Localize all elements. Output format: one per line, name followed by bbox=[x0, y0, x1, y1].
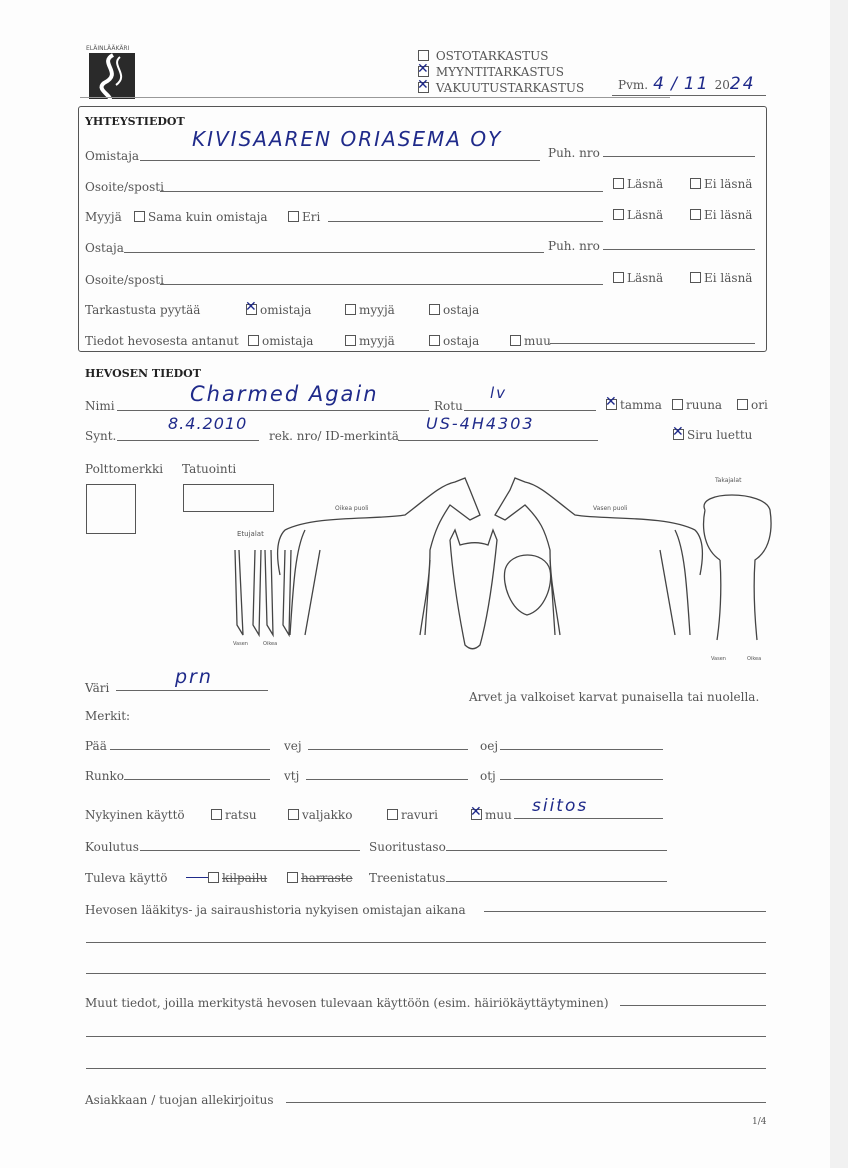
brand-label: Polttomerkki bbox=[85, 462, 164, 476]
tattoo-label: Tatuointi bbox=[182, 462, 237, 476]
owner-present-checkbox[interactable] bbox=[613, 178, 624, 189]
requested-by-owner[interactable] bbox=[246, 303, 311, 317]
brand-box[interactable] bbox=[86, 484, 136, 534]
future-competition-checkbox[interactable] bbox=[208, 872, 219, 883]
use-trotter-label: ravuri bbox=[401, 808, 438, 822]
use-other-label: muu bbox=[485, 808, 512, 822]
info-by-other[interactable] bbox=[510, 334, 551, 348]
inspection-purchase[interactable] bbox=[418, 49, 548, 63]
use-riding-checkbox[interactable] bbox=[211, 809, 222, 820]
training-label: Koulutus bbox=[85, 840, 139, 854]
left-side-label: Vasen puoli bbox=[593, 505, 628, 512]
current-use-label: Nykyinen käyttö bbox=[85, 808, 185, 822]
requested-by-buyer[interactable] bbox=[429, 303, 479, 317]
right-side-label: Oikea puoli bbox=[335, 505, 369, 512]
horse-breed-label: Rotu bbox=[434, 399, 463, 413]
logo-text-top: ELÄINLÄÄKÄRI bbox=[86, 45, 130, 52]
marking-vtj-label: vtj bbox=[284, 769, 300, 783]
requested-by-label: Tarkastusta pyytää bbox=[85, 303, 201, 317]
markings-label: Merkit: bbox=[85, 709, 131, 723]
buyer-absent-label: Ei läsnä bbox=[704, 271, 753, 285]
use-trotter[interactable] bbox=[387, 808, 438, 822]
buyer-absent[interactable] bbox=[690, 271, 752, 285]
horse-born-label: Synt. bbox=[85, 429, 117, 443]
sex-stallion-checkbox[interactable] bbox=[737, 399, 748, 410]
logo-mark-icon bbox=[80, 45, 140, 101]
horse-heading: HEVOSEN TIEDOT bbox=[85, 367, 201, 380]
requested-by-owner-checkbox[interactable] bbox=[246, 304, 257, 315]
color-value[interactable]: prn bbox=[175, 666, 213, 688]
buyer-present[interactable] bbox=[613, 271, 663, 285]
buyer-phone-label: Puh. nro bbox=[548, 239, 600, 253]
inspection-purchase-label: OSTOTARKASTUS bbox=[435, 49, 549, 63]
info-by-other-label: muu bbox=[524, 334, 551, 348]
inspection-insurance[interactable] bbox=[418, 81, 584, 95]
use-other-checkbox[interactable] bbox=[471, 809, 482, 820]
owner-absent-label: Ei läsnä bbox=[704, 177, 753, 191]
owner-absent[interactable] bbox=[690, 177, 752, 191]
horse-born-value[interactable]: 8.4.2010 bbox=[168, 414, 248, 433]
owner-present-label: Läsnä bbox=[627, 177, 664, 191]
info-by-buyer[interactable] bbox=[429, 334, 479, 348]
buyer-label: Ostaja bbox=[85, 241, 124, 255]
sex-gelding-label: ruuna bbox=[686, 398, 723, 412]
sex-mare-label: tamma bbox=[620, 398, 662, 412]
seller-other[interactable] bbox=[288, 210, 320, 224]
inspection-sale-label: MYYNTITARKASTUS bbox=[435, 65, 564, 79]
seller-absent-checkbox[interactable] bbox=[690, 209, 701, 220]
info-by-seller[interactable] bbox=[345, 334, 395, 348]
sex-stallion-label: ori bbox=[751, 398, 768, 412]
buyer-present-label: Läsnä bbox=[627, 271, 664, 285]
use-driving-label: valjakko bbox=[302, 808, 353, 822]
sex-gelding[interactable] bbox=[672, 398, 722, 412]
owner-address-label: Osoite/sposti bbox=[85, 180, 164, 194]
date-separator: / bbox=[671, 74, 679, 94]
chip-read[interactable] bbox=[673, 428, 752, 442]
info-by-buyer-label: ostaja bbox=[443, 334, 480, 348]
hind-left-label: Vasen bbox=[711, 656, 726, 662]
front-legs-label: Etujalat bbox=[237, 530, 264, 538]
seller-present[interactable] bbox=[613, 208, 663, 222]
horse-name-value[interactable]: Charmed Again bbox=[190, 382, 379, 406]
horse-reg-value[interactable]: US-4H4303 bbox=[426, 414, 535, 433]
marking-otj-label: otj bbox=[480, 769, 496, 783]
right-side-horse-drawing bbox=[278, 478, 480, 635]
future-hobby[interactable] bbox=[287, 871, 353, 885]
requested-by-seller[interactable] bbox=[345, 303, 395, 317]
owner-label: Omistaja bbox=[85, 149, 140, 163]
color-note: Arvet ja valkoiset karvat punaisella tai nuolella. bbox=[469, 690, 760, 704]
use-riding[interactable] bbox=[211, 808, 257, 822]
future-hobby-checkbox[interactable] bbox=[287, 872, 298, 883]
horse-reg-label: rek. nro/ ID-merkintä bbox=[269, 429, 399, 443]
seller-absent[interactable] bbox=[690, 208, 752, 222]
use-other-value[interactable]: siitos bbox=[532, 796, 589, 816]
info-by-seller-label: myyjä bbox=[359, 334, 395, 348]
seller-same-checkbox[interactable] bbox=[134, 211, 145, 222]
front-left-label: Vasen bbox=[233, 641, 248, 647]
seller-other-checkbox[interactable] bbox=[288, 211, 299, 222]
sex-mare-checkbox[interactable] bbox=[606, 399, 617, 410]
requested-by-seller-checkbox[interactable] bbox=[345, 304, 356, 315]
inspection-purchase-checkbox[interactable] bbox=[418, 50, 429, 61]
horse-breed-value[interactable]: lv bbox=[490, 384, 508, 402]
muzzle-drawing bbox=[504, 555, 550, 615]
front-right-label: Oikea bbox=[263, 641, 278, 647]
buyer-present-checkbox[interactable] bbox=[613, 272, 624, 283]
contact-heading: YHTEYSTIEDOT bbox=[85, 115, 185, 128]
seller-same-label: Sama kuin omistaja bbox=[148, 210, 268, 224]
clinic-logo bbox=[80, 45, 140, 101]
front-legs-drawing bbox=[235, 550, 291, 635]
buyer-absent-checkbox[interactable] bbox=[690, 272, 701, 283]
sex-gelding-checkbox[interactable] bbox=[672, 399, 683, 410]
use-driving[interactable] bbox=[288, 808, 352, 822]
future-competition-label: kilpailu bbox=[222, 871, 268, 885]
chip-read-label: Siru luettu bbox=[687, 428, 753, 442]
inspection-insurance-label: VAKUUTUSTARKASTUS bbox=[435, 81, 585, 95]
buyer-address-label: Osoite/sposti bbox=[85, 273, 164, 287]
left-side-horse-drawing bbox=[495, 478, 702, 635]
training-status-label: Treenistatus bbox=[369, 871, 446, 885]
date-day: 4 bbox=[653, 74, 666, 94]
color-label: Väri bbox=[85, 681, 110, 695]
seller-present-checkbox[interactable] bbox=[613, 209, 624, 220]
requested-by-buyer-label: ostaja bbox=[443, 303, 480, 317]
future-use-label: Tuleva käyttö bbox=[85, 871, 168, 885]
marking-oej-label: oej bbox=[480, 739, 499, 753]
info-by-owner[interactable] bbox=[248, 334, 313, 348]
date-year-suffix: 24 bbox=[729, 74, 756, 94]
use-riding-label: ratsu bbox=[225, 808, 257, 822]
horse-diagram[interactable] bbox=[225, 470, 775, 670]
date-month: 11 bbox=[683, 74, 710, 94]
seller-absent-label: Ei läsnä bbox=[704, 208, 753, 222]
owner-absent-checkbox[interactable] bbox=[690, 178, 701, 189]
owner-value[interactable]: KIVISAAREN ORIASEMA OY bbox=[192, 127, 503, 151]
seller-label: Myyjä bbox=[85, 210, 122, 224]
info-by-other-checkbox[interactable] bbox=[510, 335, 521, 346]
seller-present-label: Läsnä bbox=[627, 208, 664, 222]
inspection-sale[interactable] bbox=[418, 65, 564, 79]
signature-label: Asiakkaan / tuojan allekirjoitus bbox=[85, 1093, 274, 1107]
hind-right-label: Oikea bbox=[747, 656, 762, 662]
hind-legs-label: Takajalat bbox=[715, 477, 742, 484]
future-hobby-label: harraste bbox=[301, 871, 353, 885]
history-label: Hevosen lääkitys- ja sairaushistoria nykyisen omistajan aikana bbox=[85, 903, 466, 917]
use-trotter-checkbox[interactable] bbox=[387, 809, 398, 820]
page-number: 1/4 bbox=[752, 1117, 767, 1127]
sex-stallion[interactable] bbox=[737, 398, 768, 412]
info-by-label: Tiedot hevosesta antanut bbox=[85, 334, 239, 348]
info-by-owner-label: omistaja bbox=[262, 334, 314, 348]
requested-by-owner-label: omistaja bbox=[260, 303, 312, 317]
use-other[interactable] bbox=[471, 808, 512, 822]
info-by-buyer-checkbox[interactable] bbox=[429, 335, 440, 346]
info-by-seller-checkbox[interactable] bbox=[345, 335, 356, 346]
hind-legs-drawing bbox=[704, 495, 772, 640]
future-competition[interactable] bbox=[208, 871, 267, 885]
performance-label: Suoritustaso bbox=[369, 840, 446, 854]
owner-present[interactable] bbox=[613, 177, 663, 191]
marking-head-label: Pää bbox=[85, 739, 107, 753]
date-label: Pvm. bbox=[618, 78, 649, 92]
marking-vej-label: vej bbox=[284, 739, 302, 753]
owner-phone-label: Puh. nro bbox=[548, 146, 600, 160]
info-by-owner-checkbox[interactable] bbox=[248, 335, 259, 346]
seller-other-label: Eri bbox=[302, 210, 321, 224]
head-front-drawing bbox=[450, 530, 497, 649]
inspection-insurance-checkbox[interactable] bbox=[418, 82, 429, 93]
inspection-sale-checkbox[interactable] bbox=[418, 66, 429, 77]
other-info-label: Muut tiedot, joilla merkitystä hevosen tulevaan käyttöön (esim. häiriökäyttäytyminen) bbox=[85, 996, 609, 1010]
horse-name-label: Nimi bbox=[85, 399, 115, 413]
sex-mare[interactable] bbox=[606, 398, 662, 412]
use-driving-checkbox[interactable] bbox=[288, 809, 299, 820]
requested-by-buyer-checkbox[interactable] bbox=[429, 304, 440, 315]
requested-by-seller-label: myyjä bbox=[359, 303, 395, 317]
marking-body-label: Runko bbox=[85, 769, 124, 783]
date-year-prefix: 20 bbox=[714, 78, 730, 92]
chip-read-checkbox[interactable] bbox=[673, 429, 684, 440]
seller-same[interactable] bbox=[134, 210, 268, 224]
date-field[interactable] bbox=[618, 74, 756, 94]
